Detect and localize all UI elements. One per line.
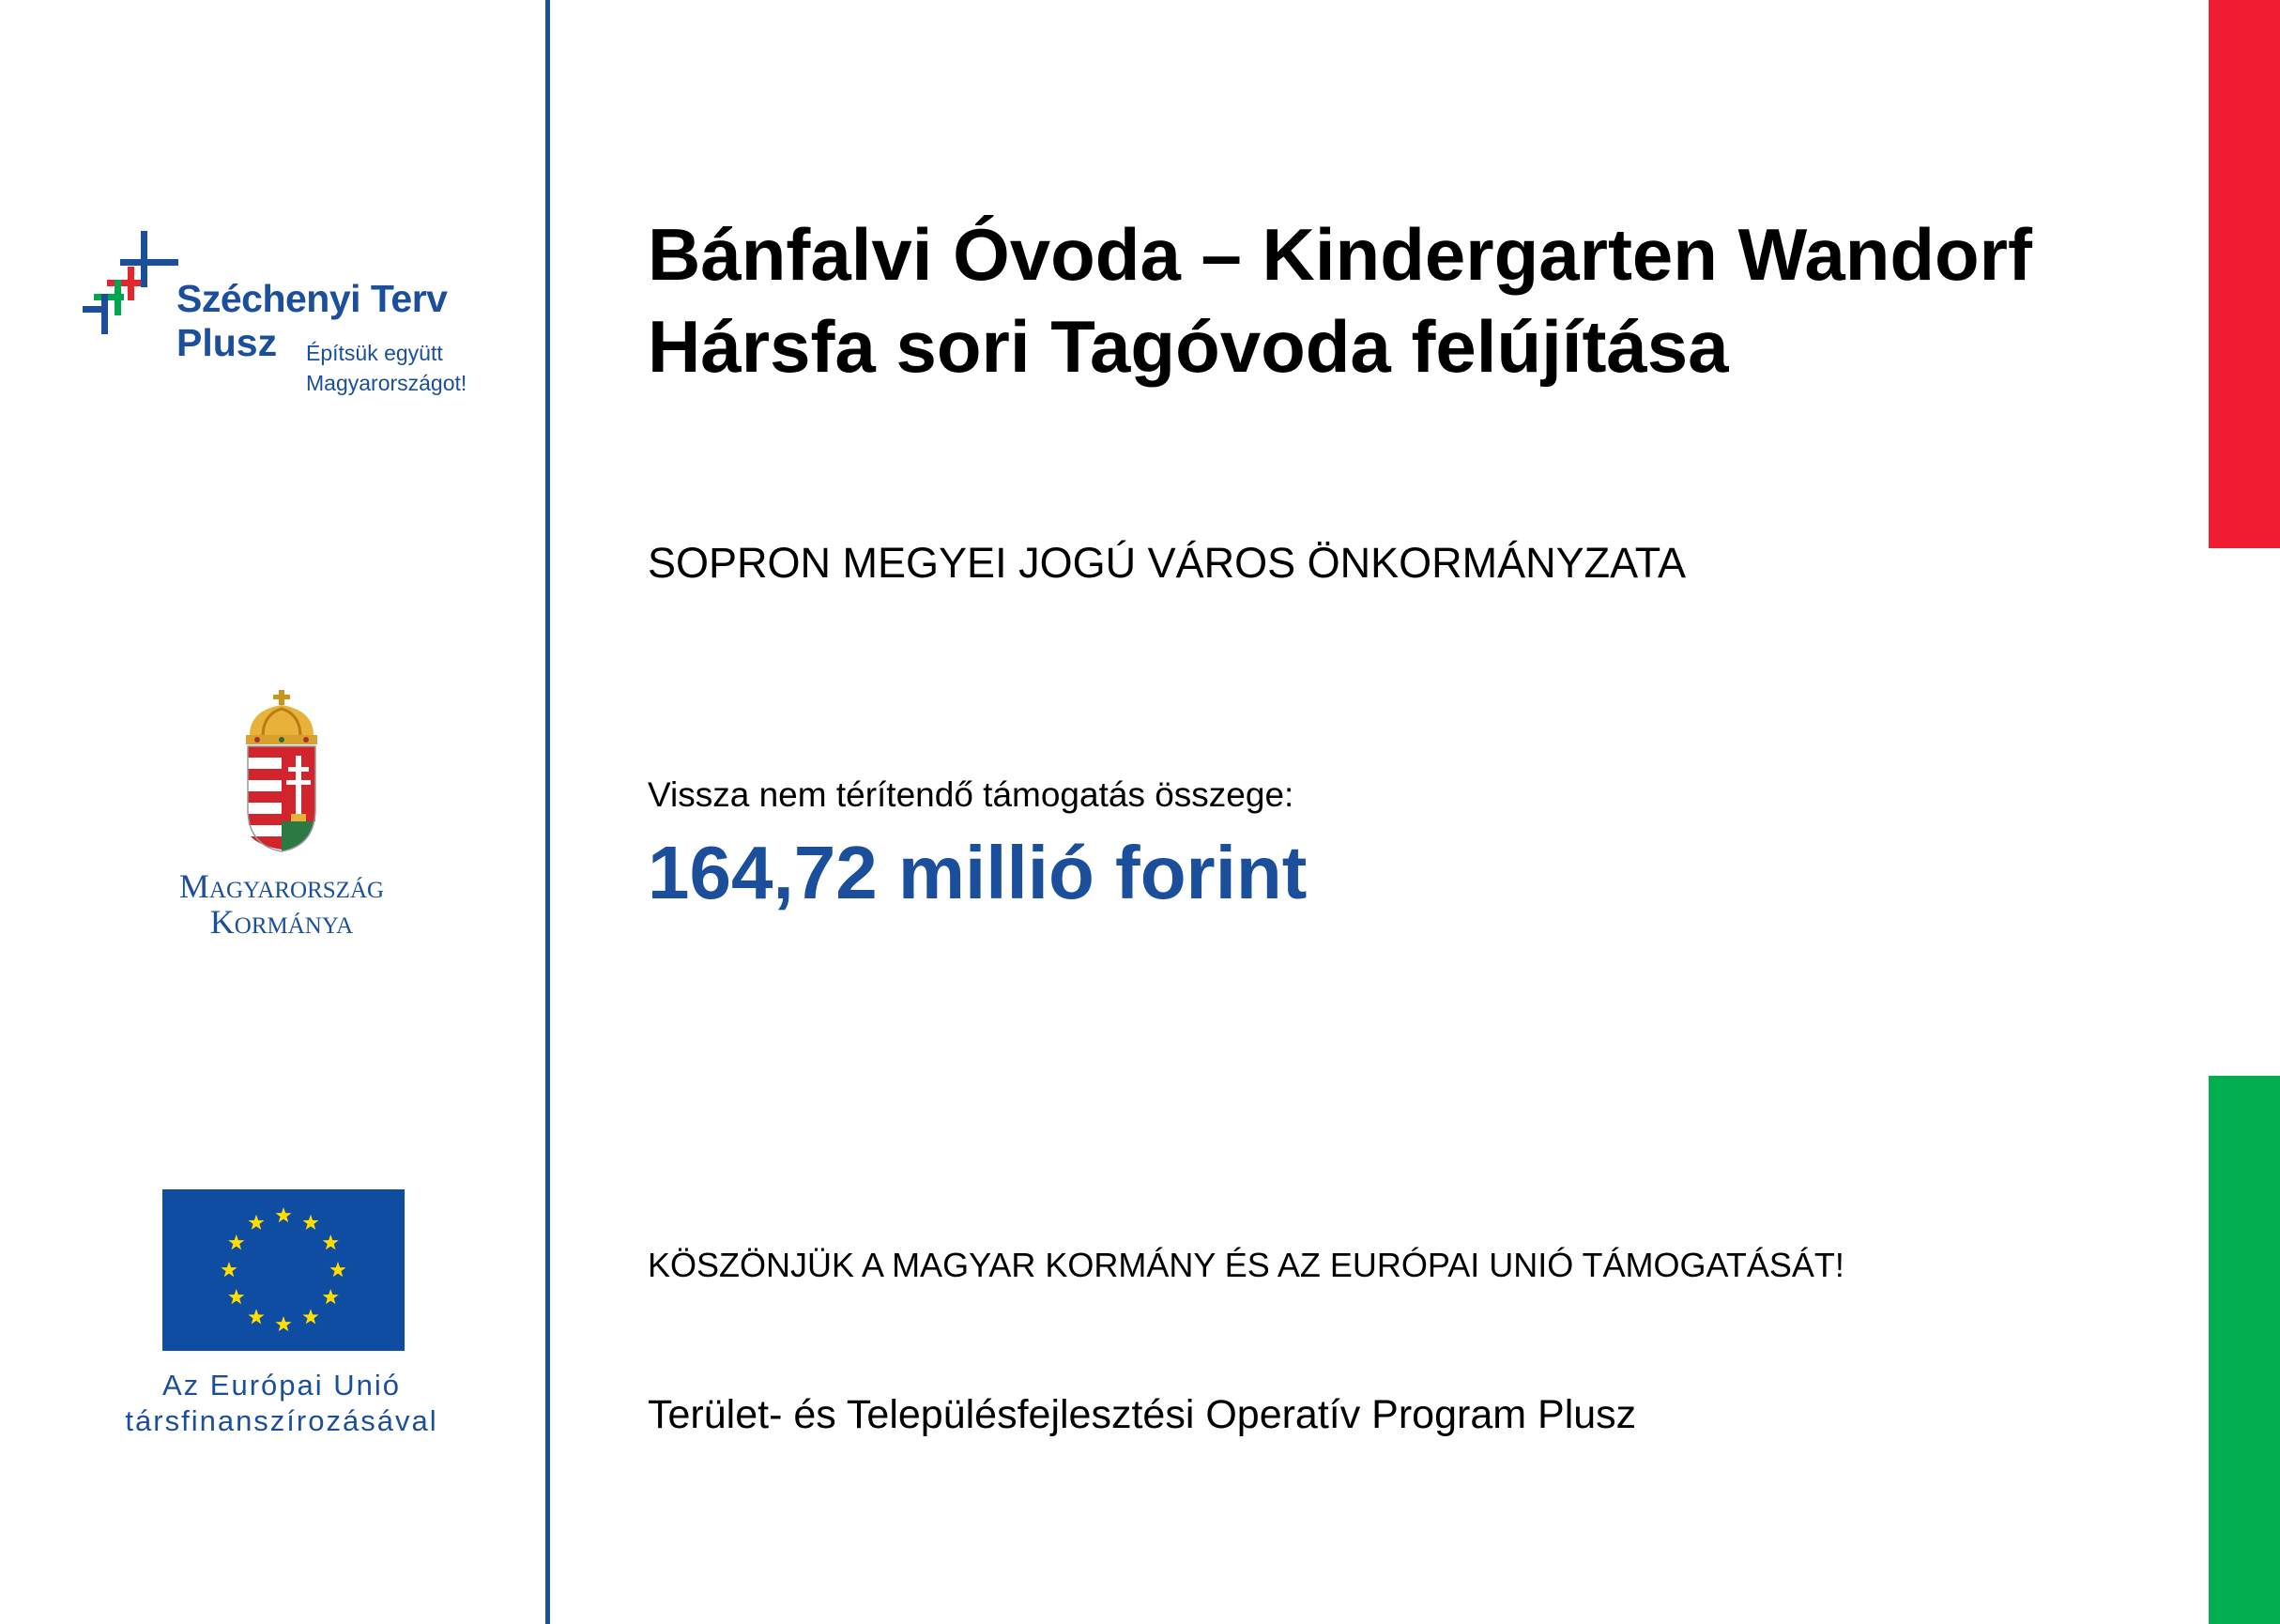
szechenyi-slogan-line1: Építsük együtt — [306, 341, 443, 365]
programme-name: Terület- és Településfejlesztési Operatív Program Plusz — [648, 1392, 1637, 1437]
flag-stripe-red — [2209, 0, 2280, 548]
flag-stripe-green — [2209, 1076, 2280, 1624]
eu-flag-icon — [162, 1189, 405, 1351]
thanks-message: KÖSZÖNJÜK A MAGYAR KORMÁNY ÉS AZ EURÓPAI UNIÓ TÁMOGATÁSÁT! — [648, 1246, 1844, 1284]
vertical-divider — [545, 0, 550, 1624]
sign-content — [648, 0, 2112, 1624]
grant-label: Vissza nem térítendő támogatás összege: — [648, 775, 1294, 814]
project-title-line1: Bánfalvi Óvoda – Kindergarten Wandorf — [648, 213, 2032, 296]
government-name — [131, 868, 432, 940]
government-name-line2: Kormánya — [209, 903, 354, 941]
szechenyi-terv-plusz-logo — [83, 231, 496, 400]
grant-amount: 164,72 millió forint — [648, 831, 1308, 914]
eu-logo — [103, 1187, 460, 1441]
eu-cofinancing-text — [103, 1368, 460, 1439]
szechenyi-name-line2: Plusz — [176, 321, 278, 364]
beneficiary-name: SOPRON MEGYEI JOGÚ VÁROS ÖNKORMÁNYZATA — [648, 539, 1686, 587]
project-title — [648, 208, 2032, 392]
szechenyi-cross-icon — [83, 231, 186, 334]
government-logo — [131, 690, 432, 943]
eu-text-line1: Az Európai Unió — [161, 1369, 401, 1402]
project-title-line2: Hársfa sori Tagóvoda felújítása — [648, 305, 1729, 388]
government-name-line1: Magyarország — [178, 867, 385, 905]
szechenyi-name-line1: Széchenyi Terv — [176, 277, 448, 320]
logo-column — [0, 0, 546, 1624]
szechenyi-slogan — [306, 338, 467, 398]
coat-of-arms-icon — [235, 690, 329, 859]
szechenyi-slogan-line2: Magyarországot! — [306, 371, 467, 395]
eu-text-line2: társfinanszírozásával — [125, 1404, 438, 1437]
